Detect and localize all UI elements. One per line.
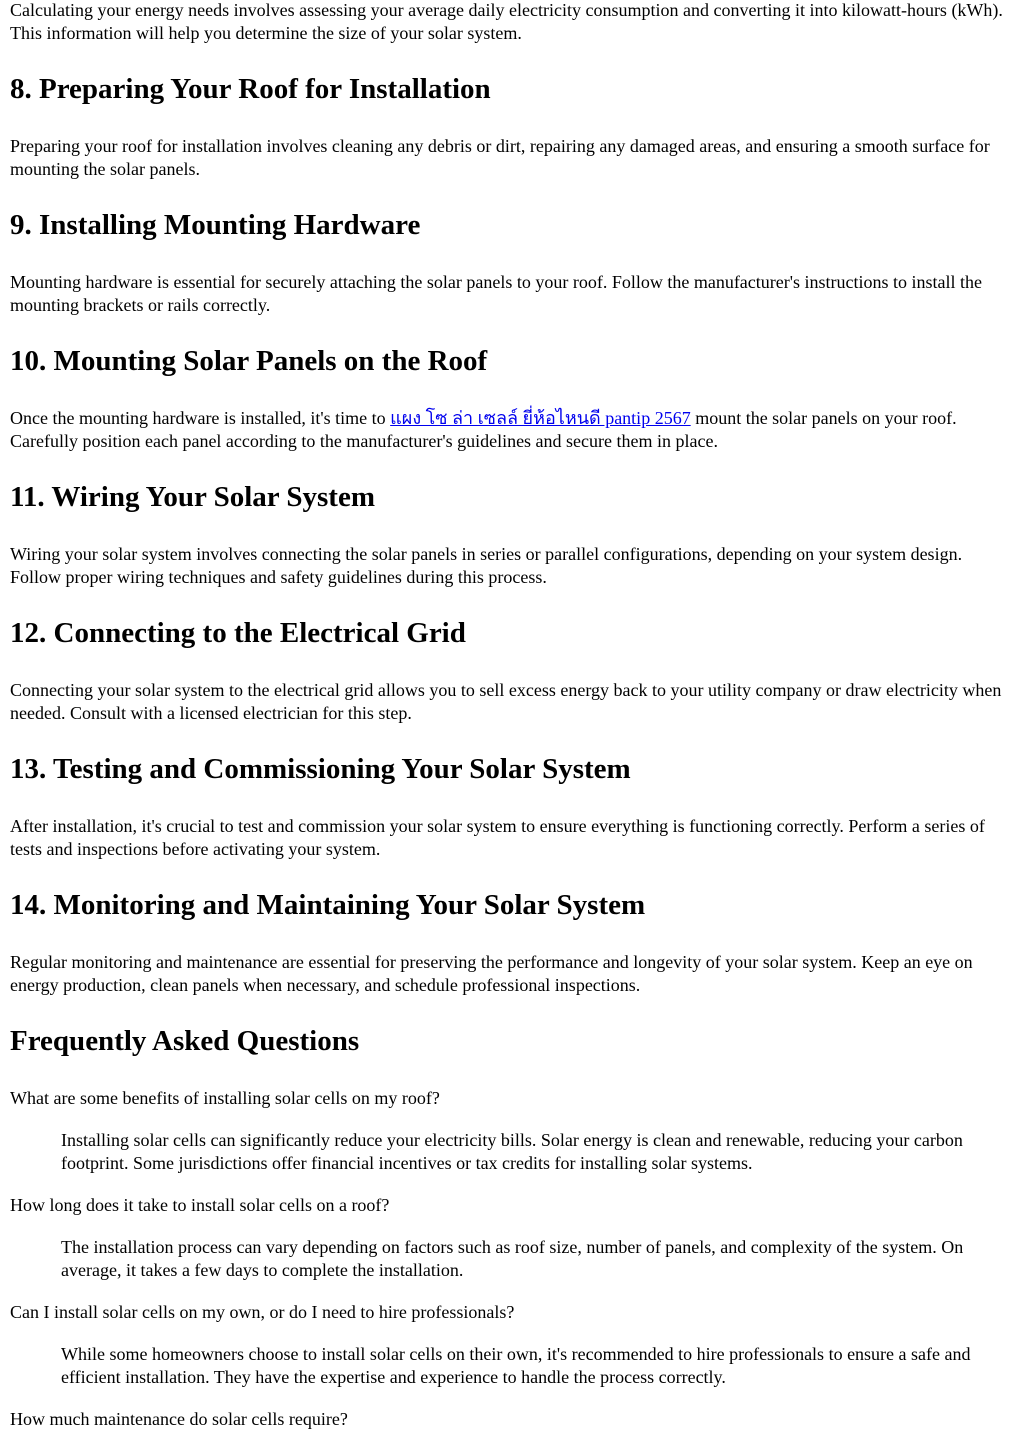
faq-answer: While some homeowners choose to install solar cells on their own, it's recommended to hire professionals to ensure a safe and efficient installation. They have the expertise and experience to handle the process correctly. — [61, 1344, 971, 1387]
faq-answer: The installation process can vary depending on factors such as roof size, number of panels, and complexity of the system. On average, it takes a few days to complete the installation. — [61, 1237, 964, 1280]
faq-question: Can I install solar cells on my own, or do I need to hire professionals? — [10, 1302, 515, 1322]
section-heading-mounting-panels: 10. Mounting Solar Panels on the Roof — [10, 345, 488, 377]
section-heading-roof-preparation: 8. Preparing Your Roof for Installation — [10, 73, 491, 105]
section-heading-wiring: 11. Wiring Your Solar System — [10, 481, 375, 513]
section-body-testing: After installation, it's crucial to test and commission your solar system to ensure everything is functioning correctly. Perform a series of tests and inspections before activating your system. — [10, 816, 985, 859]
body-text-after-link: mount the solar panels on your roof. Carefully position each panel according to the manufacturer's guidelines and secure them in place. — [10, 408, 957, 451]
faq-heading: Frequently Asked Questions — [10, 1025, 360, 1057]
faq-answer: Installing solar cells can significantly reduce your electricity bills. Solar energy is clean and renewable, reducing your carbon footprint. Some jurisdictions offer financial incentives or tax credits for installing solar systems. — [61, 1130, 963, 1173]
section-body-mounting-hardware: Mounting hardware is essential for securely attaching the solar panels to your roof. Follow the manufacturer's instructions to install the mounting brackets or rails correctly. — [10, 272, 982, 315]
faq-question: How long does it take to install solar cells on a roof? — [10, 1195, 390, 1215]
section-body-roof-preparation: Preparing your roof for installation involves cleaning any debris or dirt, repairing any damaged areas, and ensuring a smooth surface for mounting the solar panels. — [10, 136, 990, 179]
section-body-monitoring: Regular monitoring and maintenance are essential for preserving the performance and longevity of your solar system. Keep an eye on energy production, clean panels when necessary, and schedule professional inspections. — [10, 952, 973, 995]
section-heading-monitoring: 14. Monitoring and Maintaining Your Solar System — [10, 889, 646, 921]
section-heading-mounting-hardware: 9. Installing Mounting Hardware — [10, 209, 421, 241]
intro-paragraph: Calculating your energy needs involves assessing your average daily electricity consumption and converting it into kilowatt-hours (kWh). This information will help you determine the size of your solar system. — [10, 0, 1003, 43]
section-heading-testing: 13. Testing and Commissioning Your Solar System — [10, 753, 631, 785]
section-body-wiring: Wiring your solar system involves connecting the solar panels in series or parallel configurations, depending on your system design. Follow proper wiring techniques and safety guidelines during this process. — [10, 544, 963, 587]
body-text-before-link: Once the mounting hardware is installed, it's time to — [10, 408, 391, 428]
faq-question: What are some benefits of installing solar cells on my roof? — [10, 1088, 440, 1108]
solar-panel-brand-link[interactable]: แผง โซ ล่า เซลล์ ยี่ห้อไหนดี pantip 2567 — [390, 408, 691, 428]
section-body-grid-connection: Connecting your solar system to the electrical grid allows you to sell excess energy back to your utility company or draw electricity when needed. Consult with a licensed electrician for this step. — [10, 680, 1002, 723]
section-body-mounting-panels — [10, 407, 1014, 453]
faq-question: How much maintenance do solar cells require? — [10, 1409, 348, 1429]
section-heading-grid-connection: 12. Connecting to the Electrical Grid — [10, 617, 466, 649]
faq-list — [10, 1087, 1014, 1431]
